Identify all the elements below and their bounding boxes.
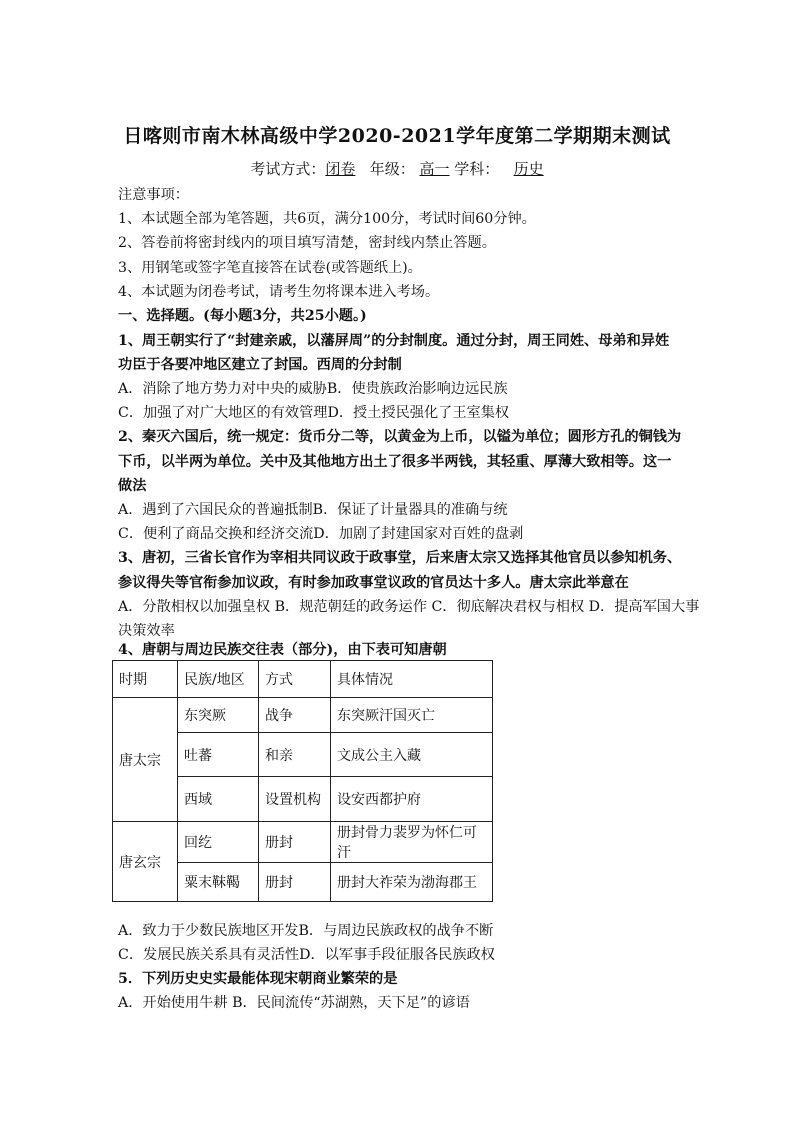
table-header-cell: 方式	[259, 661, 331, 698]
exam-title: 日喀则市南木林高级中学2020-2021学年度第二学期期末测试	[123, 125, 671, 147]
subject-value: 历史	[513, 160, 544, 178]
note-item: 3、用钢笔或签字笔直接答在试卷(或答题纸上)。	[118, 260, 422, 276]
notes-heading: 注意事项：	[118, 187, 189, 203]
note-item: 2、答卷前将密封线内的项目填写清楚，密封线内禁止答题。	[118, 235, 496, 251]
question-2-line: 做法	[118, 478, 147, 494]
question-1-line: 功臣于各要冲地区建立了封国。西周的分封制	[118, 357, 402, 373]
section-heading: 一、选择题。(每小题3分，共25小题。)	[118, 308, 367, 324]
question-2-option: A．遇到了六国民众的普遍抵制B．保证了计量器具的准确与统	[118, 502, 508, 518]
table-header-cell: 民族/地区	[178, 661, 259, 698]
table-cell: 册封大祚荣为渤海郡王	[331, 863, 493, 902]
question-4-option: C．发展民族关系具有灵活性D．以军事手段征服各民族政权	[118, 947, 495, 963]
question-1-option: A．消除了地方势力对中央的威胁B．使贵族政治影响边远民族	[118, 381, 508, 397]
question-3-option: 决策效率	[118, 623, 175, 639]
exam-mode-value: 闭卷	[325, 160, 356, 178]
exam-mode-label: 考试方式：	[250, 160, 326, 178]
exam-meta	[0, 158, 794, 179]
table-cell: 西域	[178, 777, 259, 822]
note-item: 1、本试题全部为笔答题，共6页，满分100分，考试时间60分钟。	[118, 211, 536, 227]
question-3-line: 参议得失等官衔参加议政，有时参加政事堂议政的官员达十多人。唐太宗此举意在	[118, 575, 629, 591]
table-cell: 文成公主入藏	[331, 733, 493, 777]
table-cell: 回纥	[178, 822, 259, 863]
table-cell: 设安西都护府	[331, 777, 493, 822]
table-row	[113, 698, 493, 733]
table-cell: 东突厥汗国灭亡	[331, 698, 493, 733]
question-3-line: 3、唐初，三省长官作为宰相共同议政于政事堂，后来唐太宗又选择其他官员以参知机务、	[118, 550, 682, 566]
grade-label: 年级：	[369, 160, 415, 178]
question-2-option: C．便利了商品交换和经济交流D．加剧了封建国家对百姓的盘剥	[118, 526, 524, 542]
table-cell: 和亲	[259, 733, 331, 777]
note-item: 4、本试题为闭卷考试，请考生勿将课本进入考场。	[118, 284, 440, 300]
table-header-cell: 时期	[113, 661, 178, 698]
table-cell: 战争	[259, 698, 331, 733]
table-cell: 粟末靺鞨	[178, 863, 259, 902]
question-5-line: 5．下列历史史实最能体现宋朝商业繁荣的是	[118, 971, 398, 987]
question-4-option: A．致力于少数民族地区开发B．与周边民族政权的战争不断	[118, 923, 494, 939]
question-2-line: 下币，以半两为单位。关中及其他地方出土了很多半两钱，其轻重、厚薄大致相等。这一	[118, 454, 672, 470]
table-header-row	[113, 661, 493, 698]
question-1-option: C．加强了对广大地区的有效管理D．授土授民强化了王室集权	[118, 405, 510, 421]
table-cell: 册封骨力裴罗为怀仁可汗	[331, 822, 493, 863]
period-cell: 唐太宗	[113, 698, 178, 822]
table-cell: 册封	[259, 863, 331, 902]
question-1-line: 1、周王朝实行了“封建亲戚，以藩屏周”的分封制度。通过分封，周王同姓、母弟和异姓	[118, 333, 670, 349]
period-cell: 唐玄宗	[113, 822, 178, 902]
question-3-option: A．分散相权以加强皇权 B．规范朝廷的政务运作 C．彻底解决君权与相权 D．提高军国大事	[118, 599, 700, 615]
grade-value: 高一	[419, 160, 450, 178]
question-2-line: 2、秦灭六国后，统一规定：货币分二等，以黄金为上币，以镒为单位；圆形方孔的铜钱为	[118, 429, 682, 445]
table-cell: 设置机构	[259, 777, 331, 822]
question-4-line: 4、唐朝与周边民族交往表（部分)，由下表可知唐朝	[118, 642, 447, 658]
table-cell: 册封	[259, 822, 331, 863]
subject-label: 学科：	[454, 160, 500, 178]
question-5-option: A．开始使用牛耕 B．民间流传“苏湖熟，天下足”的谚语	[118, 995, 470, 1011]
table-cell: 吐蕃	[178, 733, 259, 777]
table-header-cell: 具体情况	[331, 661, 493, 698]
relations-table	[112, 660, 493, 902]
table-cell: 东突厥	[178, 698, 259, 733]
table-row	[113, 822, 493, 863]
